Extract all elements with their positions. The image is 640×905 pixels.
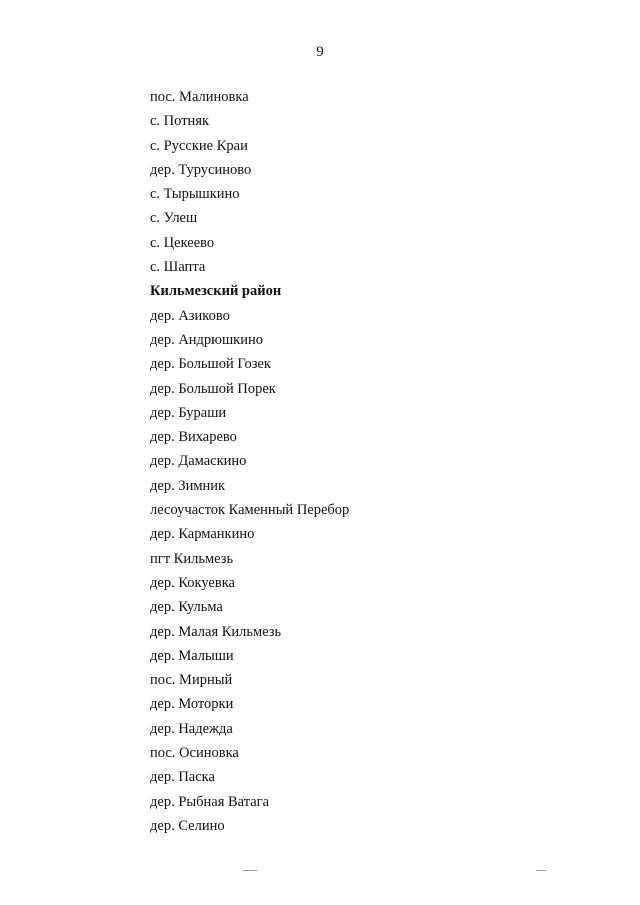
settlement-list: [150, 87, 349, 840]
scan-speck: [243, 870, 257, 871]
settlement-item: дер. Большой Порек: [150, 380, 276, 397]
settlement-item: дер. Дамаскино: [150, 453, 247, 470]
settlement-item: пос. Осиновка: [150, 745, 239, 762]
settlement-item: дер. Надежда: [150, 720, 233, 737]
settlement-item: дер. Рыбная Ватага: [150, 793, 270, 810]
settlement-item: дер. Турусиново: [150, 161, 252, 178]
settlement-item: дер. Бураши: [150, 404, 227, 421]
settlement-item: дер. Малыши: [150, 647, 234, 664]
settlement-item: дер. Селино: [150, 817, 225, 834]
settlement-item: дер. Кокуевка: [150, 574, 235, 591]
scan-speck: [536, 870, 546, 871]
settlement-item: дер. Моторки: [150, 696, 234, 713]
settlement-item: пос. Мирный: [150, 672, 233, 689]
settlement-item: пгт Кильмезь: [150, 550, 234, 567]
settlement-item: дер. Малая Кильмезь: [150, 623, 282, 640]
settlement-item: с. Потняк: [150, 113, 210, 130]
settlement-item: с. Тырышкино: [150, 186, 240, 203]
settlement-item: дер. Андрюшкино: [150, 331, 263, 348]
settlement-item: дер. Вихарево: [150, 429, 237, 446]
settlement-item: лесоучасток Каменный Перебор: [150, 502, 350, 519]
district-heading: Кильмезский район: [150, 283, 282, 300]
settlement-item: пос. Малиновка: [150, 89, 249, 105]
settlement-item: с. Русские Краи: [150, 137, 248, 154]
settlement-item: с. Цекеево: [150, 234, 215, 251]
settlement-item: дер. Паска: [150, 769, 215, 786]
settlement-item: дер. Кульма: [150, 599, 223, 616]
settlement-item: дер. Азиково: [150, 307, 230, 324]
settlement-item: с. Шапта: [150, 259, 206, 276]
settlement-item: дер. Карманкино: [150, 526, 255, 543]
settlement-item: дер. Большой Гозек: [150, 356, 271, 373]
page-number: 9: [316, 44, 324, 60]
settlement-item: с. Улеш: [150, 210, 198, 227]
settlement-item: дер. Зимник: [150, 477, 226, 494]
